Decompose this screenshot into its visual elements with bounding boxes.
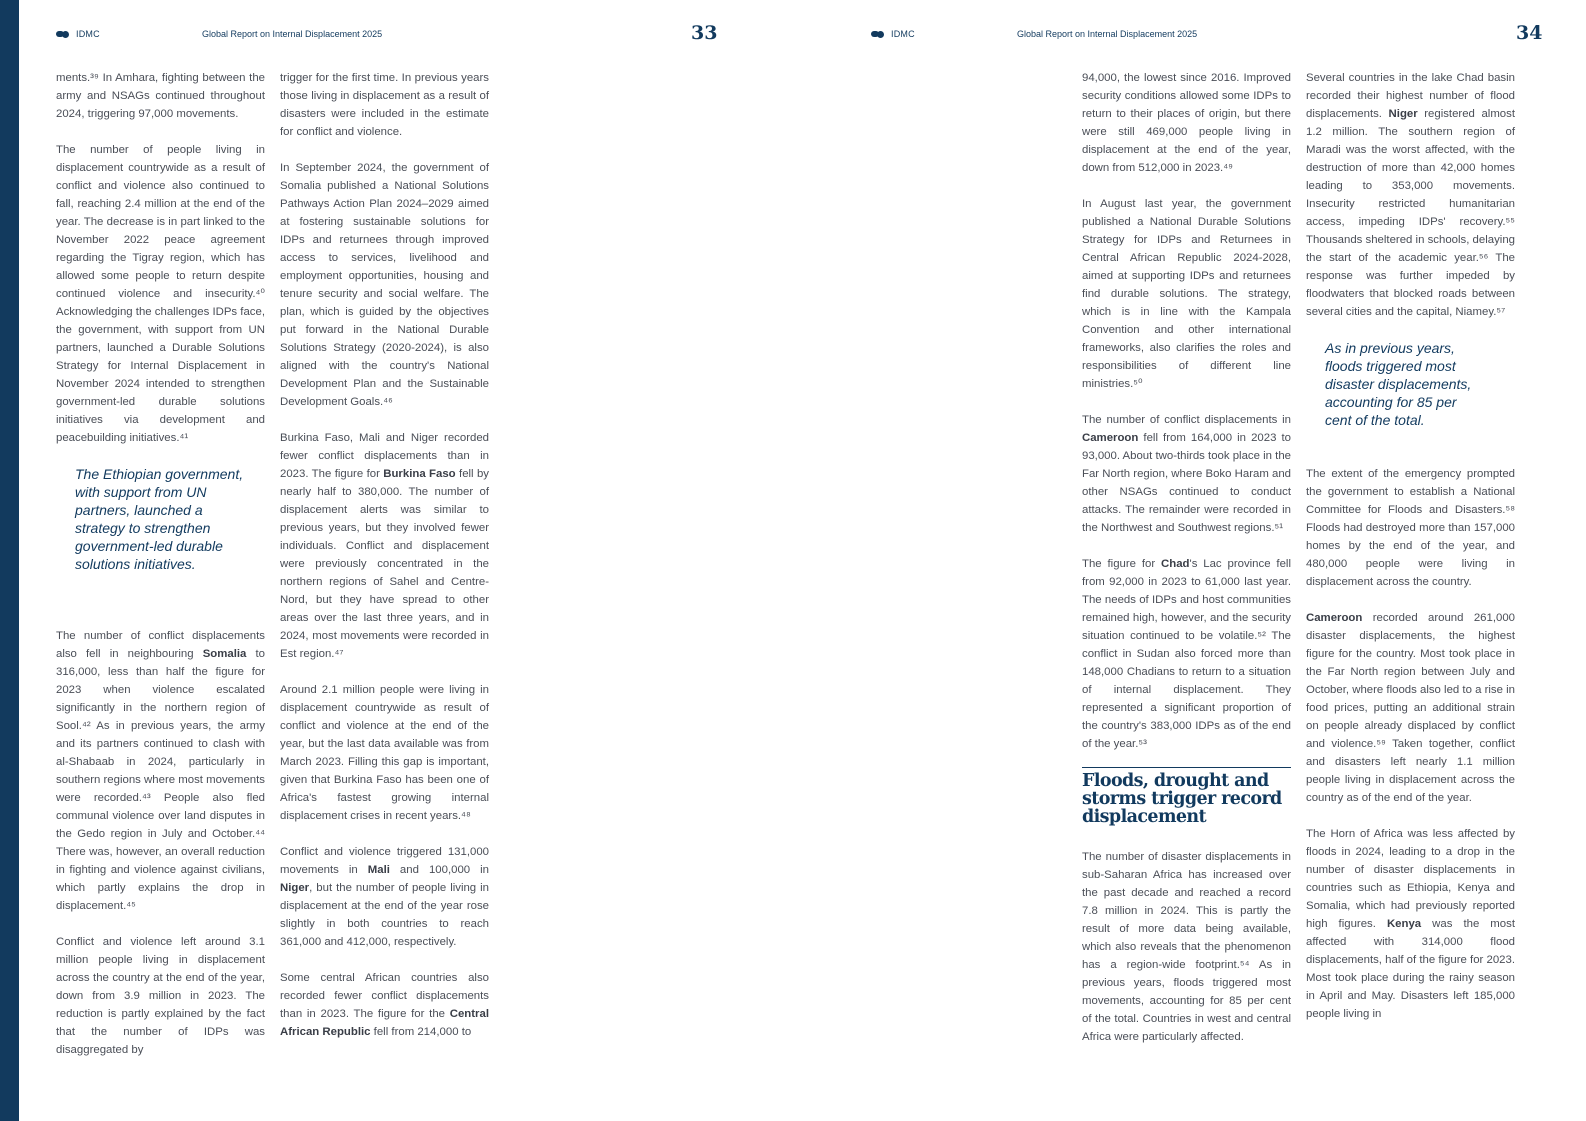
- idmc-logo-icon: [871, 29, 884, 39]
- report-title: Global Report on Internal Displacement 2025: [1017, 29, 1198, 39]
- paragraph: The extent of the emergency prompted the government to establish a National Committee for Floods and Disasters.⁵⁸ Floods had destroyed more than 157,000 homes by the end of the year, and 480,000 people were living in displacement across the country.: [1306, 468, 1515, 588]
- paragraph: Burkina Faso, Mali and Niger recorded fewer conflict displacements than in 2023. The figure for Burkina Faso fell by nearly half to 380,000. The number of displacement alerts was similar to previous years, but they involved fewer individuals. Conflict and displacement were previously concentrated in the northern regions of Sahel and Centre-Nord, but they have spread to other areas over the last three years, and in 2024, most movements were recorded in Est region.⁴⁷: [280, 432, 489, 660]
- paragraph: In September 2024, the government of Somalia published a National Solutions Pathways Action Plan 2024–2029 aimed at fostering sustainable solutions for IDPs and returnees through improved access to services, livelihood and employment opportunities, housing and tenure security and social welfare. The plan, which is guided by the objectives put forward in the National Durable Solutions Strategy (2020-2024), is also aligned with the country's National Development Plan and the Sustainable Development Goals.⁴⁶: [280, 162, 489, 408]
- country-name: Chad: [1161, 558, 1190, 570]
- country-name: Somalia: [202, 648, 247, 660]
- country-name: Burkina Faso: [383, 468, 456, 480]
- paragraph: The number of people living in displacement countrywide as a result of conflict and violence also continued to fall, reaching 2.4 million at the end of the year. The decrease is in part linked to the November 2022 peace agreement regarding the Tigray region, which has allowed some people to return despite continued violence and insecurity.⁴⁰ Acknowledging the challenges IDPs face, the government, with support from UN partners, launched a Durable Solutions Strategy for Internal Displacement in November 2024 intended to strengthen government-led durable solutions initiatives via development and peacebuilding initiatives.⁴¹: [56, 144, 265, 444]
- country-name: Niger: [1388, 108, 1418, 120]
- pull-quote: As in previous years, floods triggered most disaster displacements, accounting for 85 per cent of the total.: [1325, 340, 1472, 428]
- country-name: Central African Republic: [280, 1008, 489, 1038]
- paragraph: The Horn of Africa was less affected by floods in 2024, leading to a drop in the number of disaster displacements in countries such as Ethiopia, Kenya and Somalia, which had previously reported high figures. Kenya was the most affected with 314,000 flood displacements, half of the figure for 2023. Most took place during the rainy season in April and May. Disasters left 185,000 people living in: [1306, 828, 1515, 1020]
- left-edge-stripe: [0, 0, 19, 1121]
- paragraph: Conflict and violence left around 3.1 million people living in displacement across the country at the end of the year, down from 3.9 million in 2023. The reduction is partly explained by the fact that the number of IDPs was disaggregated by: [56, 936, 265, 1056]
- paragraph: 94,000, the lowest since 2016. Improved security conditions allowed some IDPs to return to their places of origin, but there were still 469,000 people living in displacement at the end of the year, down from 512,000 in 2023.⁴⁹: [1082, 72, 1291, 174]
- paragraph: Some central African countries also recorded fewer conflict displacements than in 2023. The figure for the Central African Republic fell from 214,000 to: [280, 972, 489, 1038]
- report-title: Global Report on Internal Displacement 2025: [202, 29, 383, 39]
- paragraph: The number of conflict displacements in Cameroon fell from 164,000 in 2023 to 93,000. About two-thirds took place in the Far North region, where Boko Haram and other NSAGs continued to conduct attacks. The remainder were recorded in the Northwest and Southwest regions.⁵¹: [1082, 414, 1291, 534]
- country-name: Niger: [280, 882, 310, 894]
- paragraph: The figure for Chad's Lac province fell from 92,000 in 2023 to 61,000 last year. The needs of IDPs and host communities remained high, however, and the security situation continued to be volatile.⁵² The conflict in Sudan also forced more than 148,000 Chadians to return to a situation of internal displacement. They represented a significant proportion of the country's 383,000 IDPs as of the end of the year.⁵³: [1082, 558, 1291, 750]
- paragraph: Conflict and violence triggered 131,000 movements in Mali and 100,000 in Niger, but the number of people living in displacement at the end of the year rose slightly in both countries to reach 361,000 and 412,000, respectively.: [280, 846, 489, 948]
- left-page-header: [56, 24, 716, 46]
- left-page-column-2: [280, 69, 489, 1059]
- paragraph: Around 2.1 million people were living in displacement countrywide as result of conflict and violence at the end of the year, but the last data available was from March 2023. Filling this gap is important, given that Burkina Faso has been one of Africa's fastest growing internal displacement crises in recent years.⁴⁸: [280, 684, 489, 822]
- country-name: Cameroon: [1082, 432, 1139, 444]
- paragraph: ments.³⁹ In Amhara, fighting between the army and NSAGs continued throughout 2024, triggering 97,000 movements.: [56, 72, 265, 120]
- page-number: 33: [691, 22, 718, 44]
- org-name: IDMC: [891, 29, 915, 39]
- paragraph: In August last year, the government published a National Durable Solutions Strategy for IDPs and Returnees in Central African Republic 2024-2028, aimed at supporting IDPs and returnees find durable solutions. The strategy, which is in line with the Kampala Convention and other international frameworks, also clarifies the roles and responsibilities of different line ministries.⁵⁰: [1082, 198, 1291, 390]
- section-heading: Floods, drought and storms trigger record displacement: [1082, 767, 1291, 826]
- country-name: Kenya: [1386, 918, 1422, 930]
- left-page-column-1: [56, 69, 265, 1077]
- paragraph: The number of conflict displacements also fell in neighbouring Somalia to 316,000, less than half the figure for 2023 when violence escalated significantly in the northern region of Sool.⁴² As in previous years, the army and its partners continued to clash with al-Shabaab in 2024, particularly in southern regions where most movements were recorded.⁴³ People also fled communal violence over land disputes in the Gedo region in July and October.⁴⁴ There was, however, an overall reduction in fighting and violence against civilians, which partly explains the drop in displacement.⁴⁵: [56, 630, 265, 912]
- right-page-column-2: [1306, 69, 1515, 1041]
- pull-quote: The Ethiopian government, with support from UN partners, launched a strategy to strengthen government-led durable solutions initiatives.: [75, 466, 244, 572]
- paragraph: The number of disaster displacements in sub-Saharan Africa has increased over the past decade and reached a record 7.8 million in 2024. This is partly the result of more data being available, which also reveals that the phenomenon has a region-wide footprint.⁵⁴ As in previous years, floods triggered most movements, accounting for 85 per cent of the total. Countries in west and central Africa were particularly affected.: [1082, 851, 1291, 1043]
- idmc-logo-icon: [56, 29, 69, 39]
- right-page-header: [871, 24, 1541, 46]
- country-name: Mali: [367, 864, 390, 876]
- right-page-column-1: [1082, 69, 1291, 1064]
- paragraph: trigger for the first time. In previous years those living in displacement as a result of disasters were included in the estimate for conflict and violence.: [280, 72, 489, 138]
- paragraph: Cameroon recorded around 261,000 disaster displacements, the highest figure for the country. Most took place in the Far North region between July and October, where floods also led to a rise in food prices, putting an additional strain on people already displaced by conflict and violence.⁵⁹ Taken together, conflict and disasters left nearly 1.1 million people living in displacement across the country as of the end of the year.: [1306, 612, 1515, 804]
- page-number: 34: [1516, 22, 1543, 44]
- org-name: IDMC: [76, 29, 100, 39]
- paragraph: Several countries in the lake Chad basin recorded their highest number of flood displacements. Niger registered almost 1.2 million. The southern region of Maradi was the worst affected, with the destruction of more than 42,000 homes leading to 353,000 movements. Insecurity restricted humanitarian access, impeding IDPs' recovery.⁵⁵ Thousands sheltered in schools, delaying the start of the academic year.⁵⁶ The response was further impeded by floodwaters that blocked roads between several cities and the capital, Niamey.⁵⁷: [1306, 72, 1516, 318]
- country-name: Cameroon: [1306, 612, 1363, 624]
